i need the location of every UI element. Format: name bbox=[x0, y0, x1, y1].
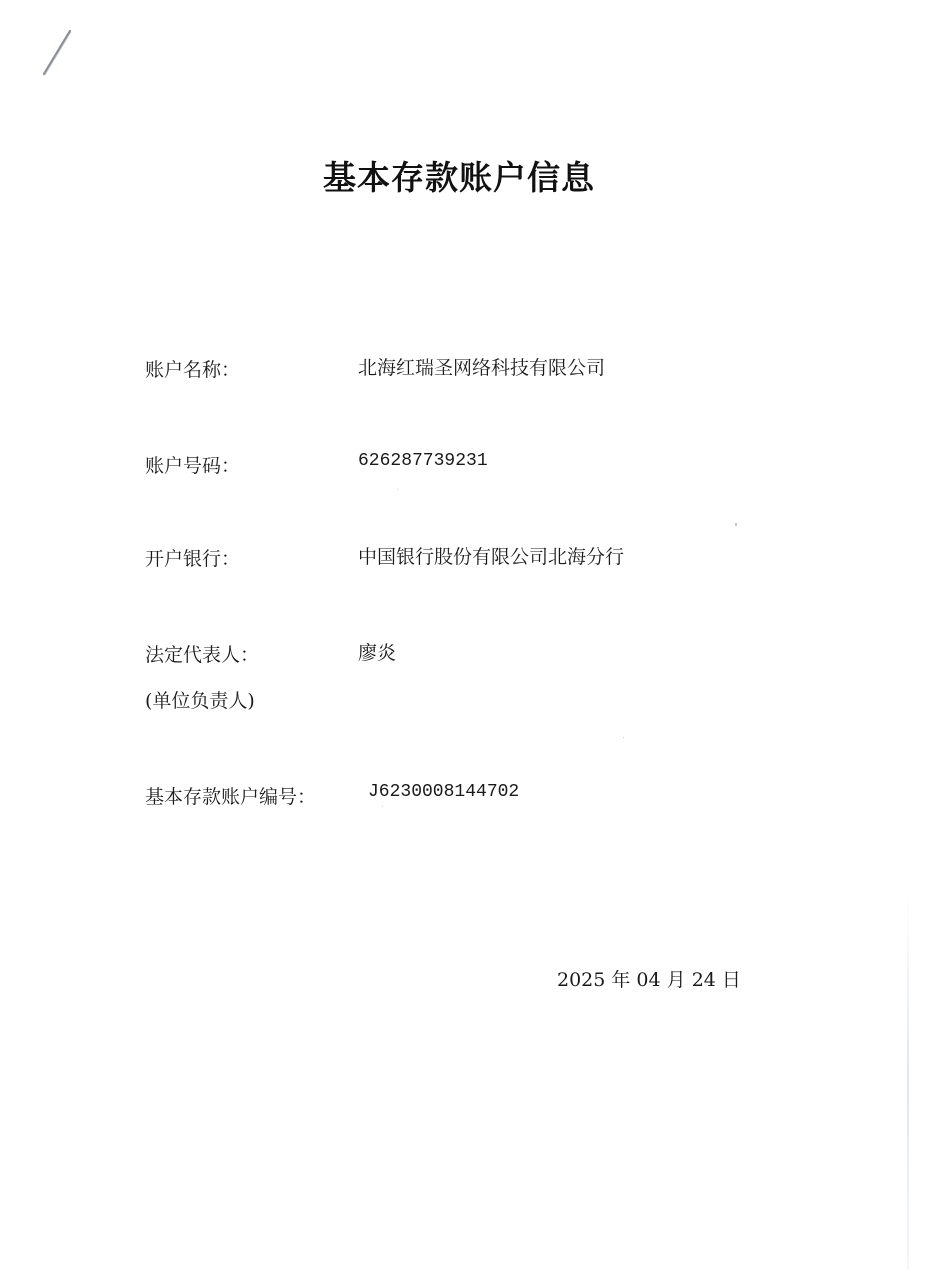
account-number-label: 账户号码： bbox=[145, 455, 241, 477]
bank-value: 中国银行股份有限公司北海分行 bbox=[358, 546, 625, 568]
scan-edge bbox=[907, 890, 909, 1270]
scan-speck bbox=[735, 523, 737, 526]
legal-rep-label: 法定代表人： bbox=[145, 644, 260, 666]
account-name-label: 账户名称： bbox=[145, 359, 241, 381]
scan-speck bbox=[397, 489, 398, 490]
bank-label: 开户银行： bbox=[145, 548, 241, 570]
scan-speck bbox=[623, 737, 624, 738]
document-title: 基本存款账户信息 bbox=[323, 158, 595, 197]
legal-rep-value: 廖炎 bbox=[358, 642, 397, 664]
basic-account-id-value: J6230008144702 bbox=[368, 782, 520, 802]
document-date: 2025 年 04 月 24 日 bbox=[557, 969, 741, 991]
scan-speck bbox=[382, 806, 383, 807]
scan-mark bbox=[38, 28, 78, 80]
account-name-value: 北海红瑞圣网络科技有限公司 bbox=[358, 357, 606, 379]
basic-account-id-label: 基本存款账户编号： bbox=[145, 786, 317, 808]
account-number-value: 626287739231 bbox=[358, 451, 488, 471]
legal-rep-sub-label: (单位负责人) bbox=[145, 690, 255, 712]
